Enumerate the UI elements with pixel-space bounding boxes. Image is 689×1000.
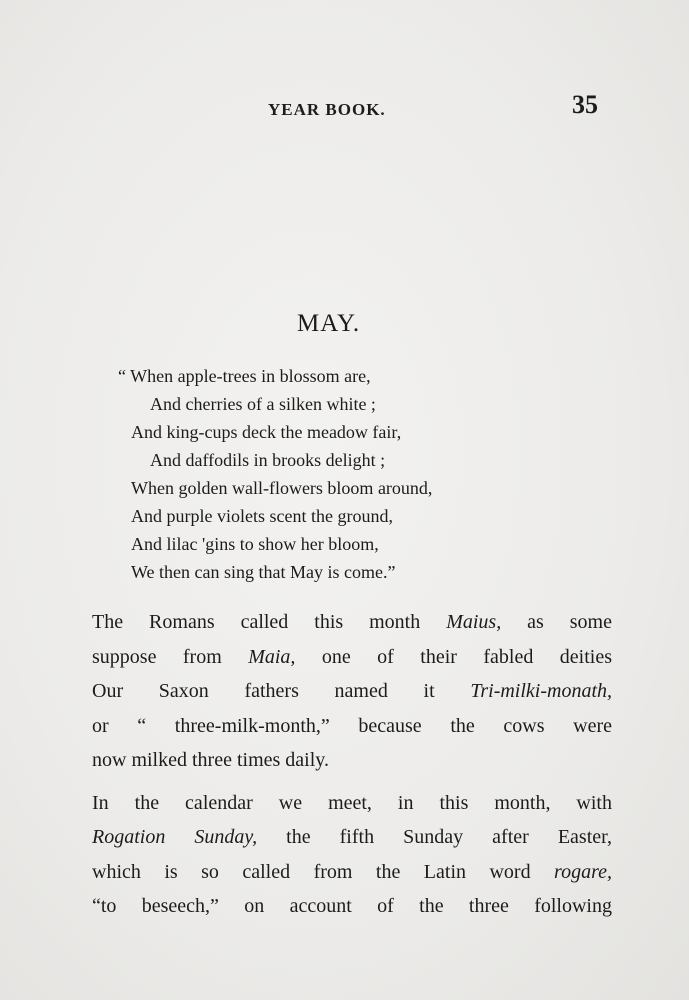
- chapter-title: MAY.: [297, 310, 361, 337]
- poem-line: And king-cups deck the meadow fair,: [131, 422, 402, 442]
- text-line: Our Saxon fathers named it Tri-milki-monath,: [92, 680, 612, 702]
- poem-line: When golden wall-flowers bloom around,: [131, 478, 433, 498]
- text-line: Rogation Sunday, the fifth Sunday after Easter,: [92, 826, 612, 848]
- text-line: “to beseech,” on account of the three following: [92, 895, 612, 917]
- body-text: [92, 605, 612, 924]
- paragraph: [92, 786, 612, 924]
- poem-line: “ When apple-trees in blossom are,: [118, 366, 371, 386]
- text-line: The Romans called this month Maius, as some: [92, 611, 612, 633]
- poem-line: And daffodils in brooks delight ;: [150, 450, 386, 470]
- paragraph: [92, 605, 612, 778]
- poem-line: We then can sing that May is come.”: [131, 562, 396, 582]
- text-line: which is so called from the Latin word rogare,: [92, 860, 612, 883]
- poem-line: And lilac 'gins to show her bloom,: [131, 534, 379, 554]
- text-line: now milked three times daily.: [92, 749, 329, 771]
- text-line: In the calendar we meet, in this month, with: [92, 791, 612, 814]
- poem-line: And purple violets scent the ground,: [131, 506, 393, 526]
- running-title: YEAR BOOK.: [268, 100, 386, 119]
- poem-line: And cherries of a silken white ;: [150, 394, 376, 414]
- text-line: suppose from Maia, one of their fabled deities: [92, 645, 612, 668]
- text-line: or “ three-milk-month,” because the cows were: [92, 714, 612, 737]
- page-number: 35: [572, 90, 598, 119]
